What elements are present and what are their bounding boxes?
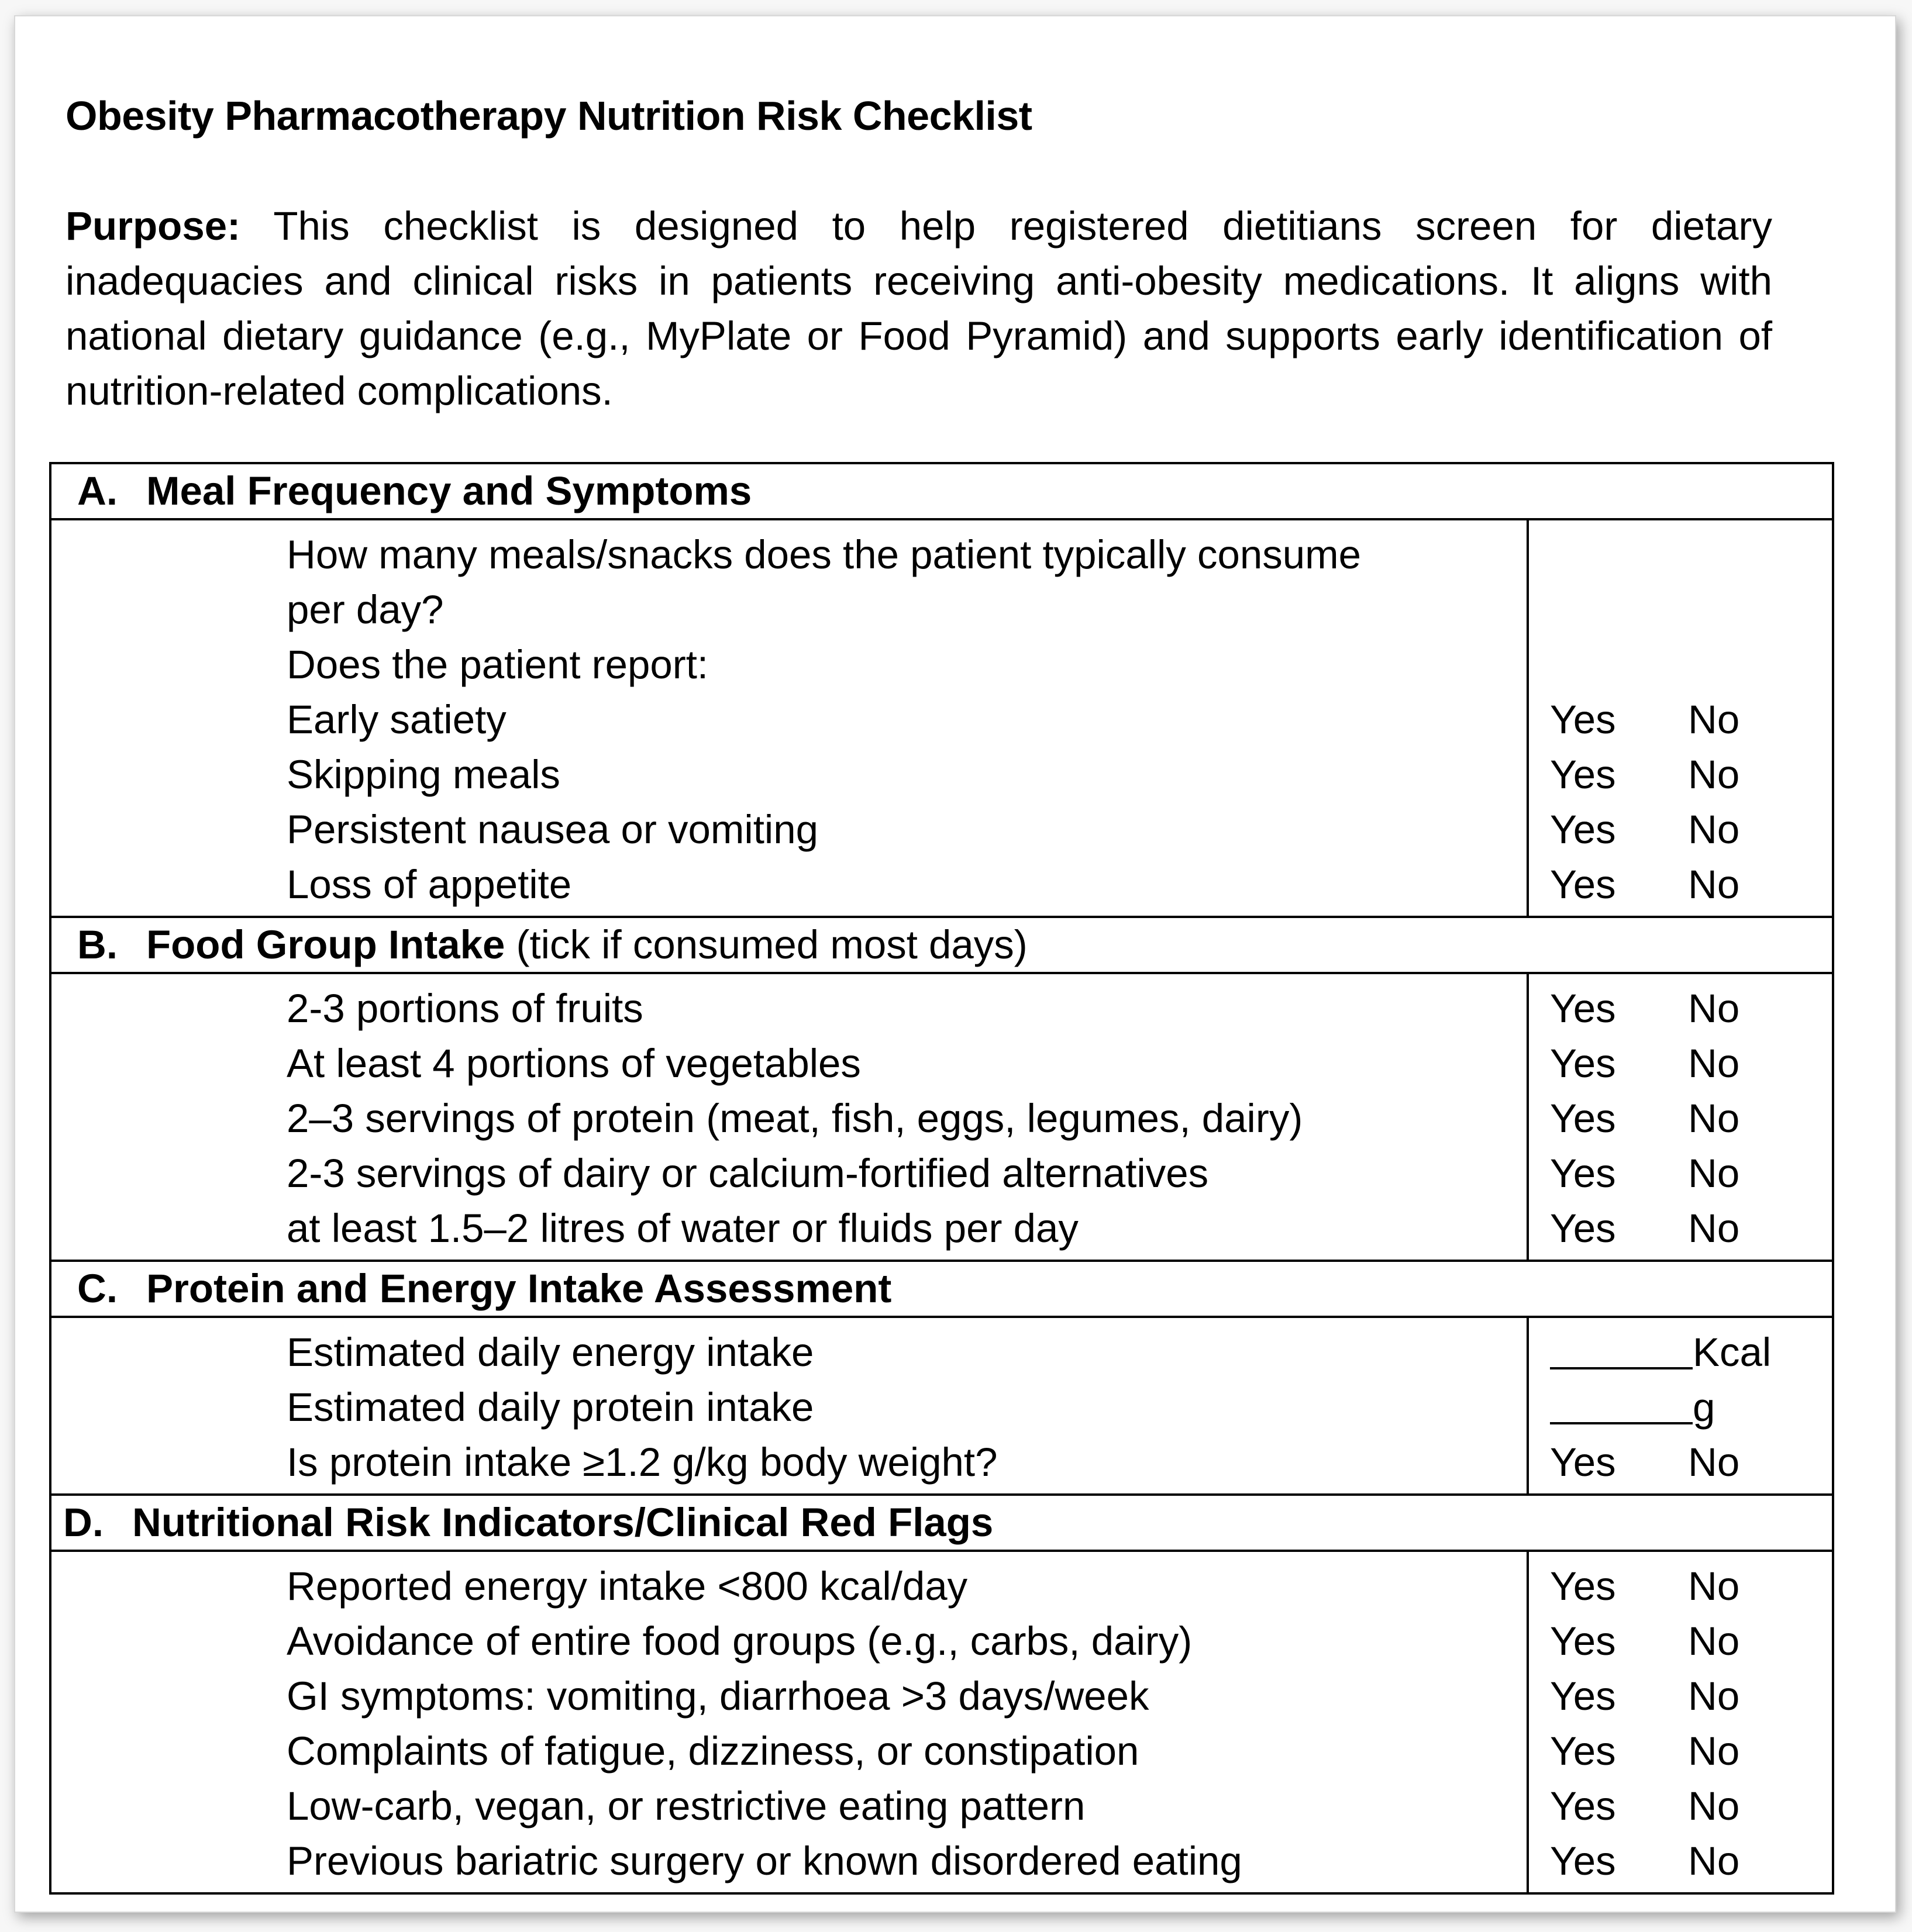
no-option[interactable]: No [1688,1838,1740,1883]
section-d-header [50,1495,1833,1551]
purpose-text: This checklist is designed to help registered dietitians screen for dietary inadequacies and clinical risks in patients receiving anti-obesity medications. It aligns with national dietary guidance (e.g., MyPlate or Food Pyramid) and supports early identification of nutrition-related complications. [66,203,1772,413]
no-option[interactable]: No [1688,986,1740,1031]
yes-no-answer [1529,1201,1832,1256]
section-b-title: Food Group Intake [146,922,505,967]
yes-no-answer [1529,692,1832,747]
no-option[interactable]: No [1688,752,1740,797]
checklist-item: 2-3 portions of fruits [287,986,643,1031]
section-a-header-row [50,463,1833,519]
checklist-item: GI symptoms: vomiting, diarrhoea >3 days/week [287,1674,1149,1719]
section-d-title: Nutritional Risk Indicators/Clinical Red Flags [132,1500,994,1545]
section-d-questions [50,1551,1528,1893]
yes-no-answer [1529,1669,1832,1724]
no-option[interactable]: No [1688,1564,1740,1609]
checklist-item: Reported energy intake <800 kcal/day [287,1564,968,1609]
section-d-answers [1528,1551,1833,1893]
no-option[interactable]: No [1688,1783,1740,1828]
no-option[interactable]: No [1688,807,1740,852]
section-a-title: Meal Frequency and Symptoms [146,468,752,513]
section-c-title: Protein and Energy Intake Assessment [146,1266,892,1311]
energy-intake-field [1529,1325,1832,1380]
checklist-item: Estimated daily energy intake [287,1330,814,1375]
section-c-letter: C. [77,1266,118,1311]
yes-option[interactable]: Yes [1550,1151,1616,1196]
section-c-answers [1528,1317,1833,1495]
section-b-header [50,917,1833,973]
yes-option[interactable]: Yes [1550,1440,1616,1485]
section-b-letter: B. [77,922,118,967]
checklist-item: Estimated daily protein intake [287,1385,814,1430]
answer-empty [1529,582,1832,637]
protein-unit-label: g [1693,1385,1715,1430]
section-b-questions [50,973,1528,1261]
yes-option[interactable]: Yes [1550,1206,1616,1251]
section-d-body [50,1551,1833,1893]
yes-no-answer [1529,857,1832,912]
yes-option[interactable]: Yes [1550,1564,1616,1609]
yes-no-answer [1529,981,1832,1036]
checklist-item: At least 4 portions of vegetables [287,1041,861,1086]
section-b-note: (tick if consumed most days) [505,922,1028,967]
no-option[interactable]: No [1688,1151,1740,1196]
checklist-item: Is protein intake ≥1.2 g/kg body weight? [287,1440,998,1485]
section-c-body [50,1317,1833,1495]
purpose-paragraph [66,199,1772,419]
yes-option[interactable]: Yes [1550,986,1616,1031]
yes-no-answer [1529,1724,1832,1779]
yes-no-answer [1529,802,1832,857]
section-c-questions [50,1317,1528,1495]
yes-no-answer [1529,1834,1832,1889]
yes-option[interactable]: Yes [1550,807,1616,852]
section-b-answers [1528,973,1833,1261]
section-a-letter: A. [77,468,118,513]
yes-option[interactable]: Yes [1550,862,1616,907]
protein-intake-blank[interactable] [1550,1422,1693,1424]
yes-no-answer [1529,1036,1832,1091]
checklist-item: Avoidance of entire food groups (e.g., carbs, dairy) [287,1619,1193,1664]
checklist-item: 2–3 servings of protein (meat, fish, eggs, legumes, dairy) [287,1096,1303,1141]
yes-option[interactable]: Yes [1550,1783,1616,1828]
yes-option[interactable]: Yes [1550,752,1616,797]
no-option[interactable]: No [1688,1041,1740,1086]
section-d-header-row [50,1495,1833,1551]
document-title: Obesity Pharmacotherapy Nutrition Risk Checklist [66,93,1032,139]
no-option[interactable]: No [1688,1440,1740,1485]
yes-option[interactable]: Yes [1550,1674,1616,1719]
checklist-item: 2-3 servings of dairy or calcium-fortified alternatives [287,1151,1209,1196]
section-d-letter: D. [63,1500,104,1545]
question-meals-line1: How many meals/snacks does the patient typically consume [287,532,1362,577]
yes-no-answer [1529,1146,1832,1201]
energy-unit-label: Kcal [1693,1330,1772,1375]
section-c-header-row [50,1261,1833,1317]
question-report-intro: Does the patient report: [287,642,709,687]
no-option[interactable]: No [1688,1619,1740,1664]
no-option[interactable]: No [1688,862,1740,907]
question-meals-line2: per day? [287,587,444,632]
protein-intake-field [1529,1380,1832,1435]
answer-empty [1529,637,1832,692]
checklist-item: Low-carb, vegan, or restrictive eating pattern [287,1783,1086,1828]
checklist-item: at least 1.5–2 litres of water or fluids per day [287,1206,1079,1251]
section-c-header [50,1261,1833,1317]
no-option[interactable]: No [1688,697,1740,742]
yes-no-answer [1529,747,1832,802]
yes-option[interactable]: Yes [1550,1041,1616,1086]
section-a-questions [50,519,1528,917]
energy-intake-blank[interactable] [1550,1367,1693,1369]
checklist-item: Skipping meals [287,752,560,797]
section-a-answers [1528,519,1833,917]
yes-option[interactable]: Yes [1550,1838,1616,1883]
checklist-item: Complaints of fatigue, dizziness, or constipation [287,1729,1139,1774]
purpose-label: Purpose: [66,203,241,249]
checklist-item: Loss of appetite [287,862,572,907]
no-option[interactable]: No [1688,1674,1740,1719]
checklist-table [49,462,1834,1895]
no-option[interactable]: No [1688,1096,1740,1141]
section-a-body [50,519,1833,917]
checklist-item: Persistent nausea or vomiting [287,807,818,852]
no-option[interactable]: No [1688,1729,1740,1774]
no-option[interactable]: No [1688,1206,1740,1251]
yes-no-answer [1529,1435,1832,1490]
yes-option[interactable]: Yes [1550,697,1616,742]
yes-option[interactable]: Yes [1550,1729,1616,1774]
section-b-body [50,973,1833,1261]
yes-no-answer [1529,1614,1832,1669]
yes-no-answer [1529,1091,1832,1146]
answer-empty [1529,527,1832,582]
yes-no-answer [1529,1559,1832,1614]
checklist-item: Early satiety [287,697,507,742]
checklist-item: Previous bariatric surgery or known disordered eating [287,1838,1242,1883]
yes-option[interactable]: Yes [1550,1619,1616,1664]
yes-no-answer [1529,1779,1832,1834]
section-a-header [50,463,1833,519]
section-b-header-row [50,917,1833,973]
yes-option[interactable]: Yes [1550,1096,1616,1141]
